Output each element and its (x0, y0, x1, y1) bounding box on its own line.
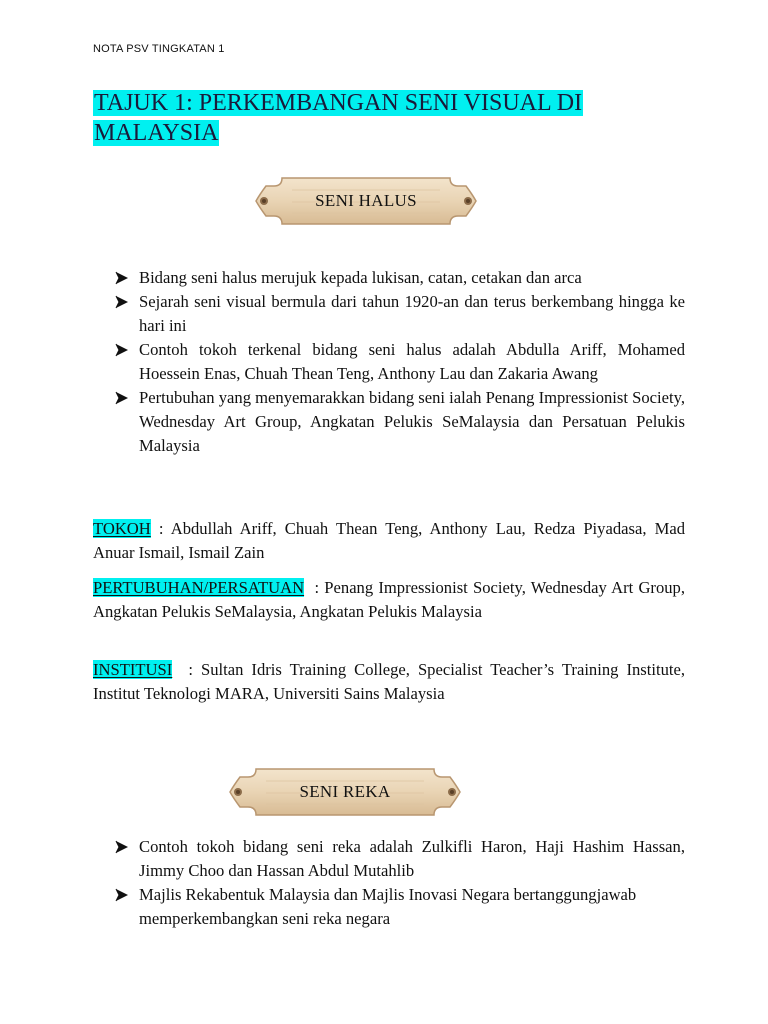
page-header: NOTA PSV TINGKATAN 1 (93, 43, 225, 55)
arrow-bullet-icon (113, 290, 131, 314)
section-heading: SENI REKA (299, 782, 391, 801)
arrow-bullet-icon (113, 338, 131, 362)
list-item: Contoh tokoh terkenal bidang seni halus adalah Abdulla Ariff, Mohamed Hoessein Enas, Chuah Thean Teng, Anthony Lau dan Zakaria Awang (113, 338, 685, 386)
list-item: Contoh tokoh bidang seni reka adalah Zulkifli Haron, Haji Hashim Hassan, Jimmy Choo dan Hassan Abdul Mutahlib (113, 835, 685, 883)
arrow-bullet-icon (113, 883, 131, 907)
section-plaque-seni-reka (226, 763, 464, 821)
page-title: TAJUK 1: PERKEMBANGAN SENI VISUAL DI MALAYSIA (94, 90, 583, 146)
arrow-bullet-icon (113, 266, 131, 290)
institusi-label: INSTITUSI (93, 660, 173, 679)
arrow-bullet-icon (113, 835, 131, 859)
list-item: Majlis Rekabentuk Malaysia dan Majlis Inovasi Negara bertanggungjawab memperkembangkan seni reka negara (113, 883, 685, 931)
seni-halus-list (113, 266, 685, 458)
list-item: Sejarah seni visual bermula dari tahun 1920-an dan terus berkembang hingga ke hari ini (113, 290, 685, 338)
list-item: Bidang seni halus merujuk kepada lukisan, catan, cetakan dan arca (113, 266, 685, 290)
tokoh-label: TOKOH (93, 519, 151, 538)
seni-reka-list (113, 835, 685, 931)
pertubuhan-paragraph: PERTUBUHAN/PERSATUAN : Penang Impressionist Society, Wednesday Art Group, Angkatan Pelukis SeMalaysia, Angkatan Pelukis Malaysia (93, 578, 689, 621)
list-item: Pertubuhan yang menyemarakkan bidang seni ialah Penang Impressionist Society, Wednesday Art Group, Angkatan Pelukis SeMalaysia dan Persatuan Pelukis Malaysia (113, 386, 685, 458)
section-plaque-seni-halus (252, 172, 480, 230)
arrow-bullet-icon (113, 386, 131, 410)
tokoh-paragraph: TOKOH : Abdullah Ariff, Chuah Thean Teng, Anthony Lau, Redza Piyadasa, Mad Anuar Ismail, Ismail Zain (93, 519, 706, 562)
pertubuhan-label: PERTUBUHAN/PERSATUAN (93, 578, 305, 597)
institusi-paragraph: INSTITUSI : Sultan Idris Training College, Specialist Teacher’s Training Institute, Institut Teknologi MARA, Universiti Sains Malaysia (93, 660, 690, 703)
section-heading: SENI HALUS (315, 191, 417, 210)
